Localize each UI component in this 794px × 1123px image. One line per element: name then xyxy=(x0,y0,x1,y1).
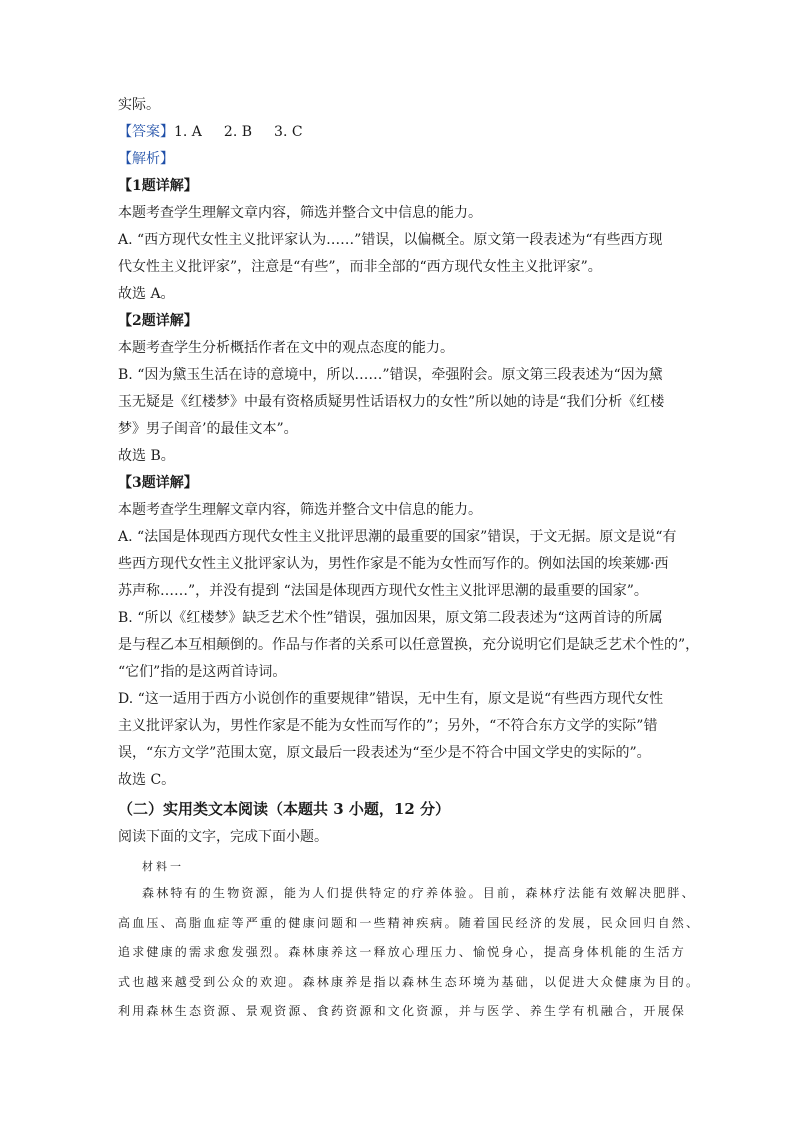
q3-line: 苏声称……”，并没有提到 “法国是体现西方现代女性主义批评思潮的最重要的国家”。 xyxy=(118,583,648,599)
q3-line: 是与程乙本互相颠倒的。作品与作者的关系可以任意置换，充分说明它们是缺乏艺术个性的”， xyxy=(118,637,700,653)
material-line: 利用森林生态资源、景观资源、食药资源和文化资源，并与医学、养生学有机融合，开展保 xyxy=(118,1004,687,1018)
answer-item-1: 1. A xyxy=(174,124,202,140)
material-line: 追求健康的需求愈发强烈。森林康养这一释放心理压力、愉悦身心，提高身体机能的生活方 xyxy=(118,945,687,959)
q1-line: A. “西方现代女性主义批评家认为……”错误，以偏概全。原文第一段表述为“有些西方现 xyxy=(118,232,663,248)
answer-label: 【答案】 xyxy=(118,124,174,140)
q1-conclusion: 故选 A。 xyxy=(118,286,175,302)
material-line: 森林特有的生物资源，能为人们提供特定的疗养体验。目前，森林疗法能有效解决肥胖、 xyxy=(142,886,696,900)
q2-line: 玉无疑是《红楼梦》中最有资格质疑男性话语权力的女性”所以她的诗是“我们分析《红楼 xyxy=(118,394,665,410)
q1-line: 代女性主义批评家”，注意是“有些”，而非全部的“西方现代女性主义批评家”。 xyxy=(118,259,602,275)
material-line: 高血压、高脂血症等严重的健康问题和一些精神疾病。随着国民经济的发展，民众回归自然、 xyxy=(118,915,701,930)
document-page xyxy=(118,92,701,1027)
q2-intro: 本题考查学生分析概括作者在文中的观点态度的能力。 xyxy=(118,340,454,356)
q3-line: 误，“东方文学”范围太宽，原文最后一段表述为“至少是不符合中国文学史的实际的”。 xyxy=(118,745,651,761)
q3-conclusion: 故选 C。 xyxy=(118,772,176,788)
q2-conclusion: 故选 B。 xyxy=(118,448,175,464)
q3-line: “它们”指的是这两首诗词。 xyxy=(118,664,287,680)
q3-line: B. “所以《红楼梦》缺乏艺术个性”错误，强加因果，原文第二段表述为“这两首诗的所属 xyxy=(118,610,663,626)
continuation-text: 实际。 xyxy=(118,97,160,113)
q2-line: B. “因为黛玉生活在诗的意境中，所以……”错误，牵强附会。原文第三段表述为“因为黛 xyxy=(118,367,663,383)
answer-item-2: 2. B xyxy=(223,124,253,140)
section-heading: （二）实用类文本阅读（本题共 3 小题，12 分） xyxy=(118,800,450,818)
answer-line xyxy=(118,119,678,146)
q3-line: D. “这一适用于西方小说创作的重要规律”错误，无中生有，原文是说“有些西方现代女性 xyxy=(118,691,664,707)
q2-line: 梦》男子闺音’的最佳文本”。 xyxy=(118,421,298,437)
q3-line: 主义批评家认为，男性作家是不能为女性而写作的”；另外，“不符合东方文学的实际”错 xyxy=(118,718,658,734)
q2-title: 【2题详解】 xyxy=(118,313,198,329)
q1-title: 【1题详解】 xyxy=(118,178,198,194)
material-block xyxy=(118,855,701,1027)
q3-line: A. “法国是体现西方现代女性主义批评思潮的最重要的国家”错误，于文无据。原文是说“有 xyxy=(118,529,677,545)
q3-intro: 本题考查学生理解文章内容，筛选并整合文中信息的能力。 xyxy=(118,502,482,518)
answer-item-3: 3. C xyxy=(274,124,303,140)
q3-line: 些西方现代女性主义批评家认为，男性作家是不能为女性而写作的。例如法国的埃莱娜·西 xyxy=(118,556,669,572)
material-title: 材料一 xyxy=(142,860,184,873)
material-line: 式也越来越受到公众的欢迎。森林康养是指以森林生态环境为基础，以促进大众健康为目的。 xyxy=(118,974,701,989)
q1-intro: 本题考查学生理解文章内容，筛选并整合文中信息的能力。 xyxy=(118,205,482,221)
analysis-label: 【解析】 xyxy=(118,151,174,167)
q3-title: 【3题详解】 xyxy=(118,475,198,491)
section-instruction: 阅读下面的文字，完成下面小题。 xyxy=(118,829,328,845)
